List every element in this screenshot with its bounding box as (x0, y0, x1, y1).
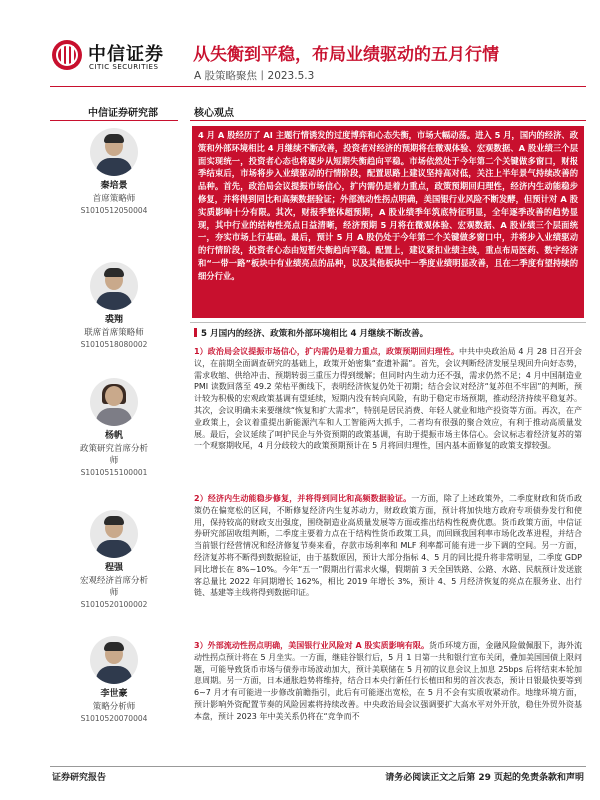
analyst-license-id: S1010518080002 (80, 340, 148, 349)
analyst-card (50, 378, 178, 479)
body-paragraph (194, 346, 582, 488)
analyst-name: 李世豪 (100, 689, 128, 699)
report-header (0, 0, 600, 102)
sidebar-divider (50, 120, 178, 121)
analyst-card (50, 128, 178, 217)
paragraph-lead: 1）政治局会议提振市场信心，扩内需仍是着力重点，政策预期回归理性。 (194, 347, 459, 356)
logo-chinese-name: 中信证券 (88, 44, 164, 65)
analyst-license-id: S1010520070004 (80, 714, 148, 723)
analyst-role: 联席首席策略师 (84, 328, 144, 338)
analyst-license-id: S1010515100001 (80, 468, 148, 477)
analyst-photo (90, 636, 138, 684)
analyst-card (50, 510, 178, 611)
analyst-photo (90, 378, 138, 426)
analyst-name: 杨帆 (104, 431, 123, 441)
paragraph-body: 货币环境方面，金融风险做佩服下，海外流动性拐点预计将在 5 月坐实。一方面，继硅谷银行后，5 月 1 日第一共和银行宣布关闭，叠加美国国债上限问题，可能导致货币市场与债券市场波动加大，预计美联储在 5 月初的议息会议上加息 25bps 后将结束本轮加息周期。另一方面，日本通胀趋势将维持，结合日本央行新任行长植田和男的首次表态，预计日银最快要等到 6~7 月才有可能进一步修改前瞻指引，此后有可能逐出宽松，在 5 月不会有实质收紧动作。地缘环境方面，预计影响外资配置节奏的风险因素将持续改善。中央政治局会议强调要扩大高水平对外开放，稳住外贸外资基本盘，预计 2023 年中美关系仍将在“竞争而不 (194, 641, 582, 721)
paragraph-lead: 2）经济内生动能稳步修复，并将得到同比和高频数据验证。 (194, 494, 412, 503)
analyst-role: 策略分析师 (92, 702, 136, 712)
footer-disclaimer: 请务必阅读正文之后第 29 页起的免责条款和声明 (385, 773, 584, 783)
footer-divider (50, 766, 586, 767)
analyst-photo (90, 262, 138, 310)
body-paragraph (194, 493, 582, 635)
section-divider (190, 322, 586, 323)
analyst-name: 程强 (104, 563, 123, 573)
analyst-photo (90, 128, 138, 176)
paragraph-body: 一方面，除了上述政策外，二季度财政和货币政策仍在偏宽松的区间，不断修复经济内生复苏动力，财政政策方面，预计将加快地方政府专项债券发行和使用，保持较高的财政支出强度，围绕制造业高质量发展等方面或推出结构性税费优惠。货币政策方面，中信证券研究部固收组判断，二季度主要着力点在于结构性货币政策工具，而回顾我国利率市场化改革进程，并结合当前银行经营情况和经济修复节奏来看，存款市场利率和 MLF 利率都可能有进一步下调的空间。另一方面，经济复苏将不断得到数据验证，由于基数原因，预计大部分指标 4、5 月的同比提升将非常明显，二季度 GDP 同比增长在 8%~10%。今年“五一”假期出行需求火爆，假期前 3 天全国铁路、公路、水路、民航预计发送旅客总量比 2022 年同期增长 162%，相比 2019 年增长 3%，预计 4、5 月经济恢复的亮点在服务业、出行链、基建等主线将得到数据印证。 (194, 494, 582, 598)
report-title: 从失衡到平稳，布局业绩驱动的五月行情 (193, 45, 499, 65)
analyst-role: 宏观经济首席分析师 (79, 576, 148, 598)
header-divider (50, 86, 586, 87)
analyst-card (50, 262, 178, 351)
analyst-photo (90, 510, 138, 558)
core-view-heading: 核心观点 (194, 108, 234, 119)
body-paragraph (194, 640, 582, 782)
sidebar-heading: 中信证券研究部 (88, 108, 158, 119)
paragraph-lead: 3）外部流动性拐点明确，美国银行业风险对 A 股实质影响有限。 (194, 641, 429, 650)
section-heading: 5 月国内的经济、政策和外部环境相比 4 月继续不断改善。 (194, 327, 428, 339)
main-divider (190, 120, 586, 121)
paragraph-body: 中共中央政治局 4 月 28 日召开会议，在前期全面调查研究的基础上，政策开始密集“查遗补漏”。首先，会议判断经济发展呈现回升向好态势，需求收缩、供给冲击、预期转弱三重压力得到缓解；但同时内生动力还不强，需求仍然不足；4 月中国制造业 PMI 读数回落至 49.2 荣枯平衡线下，表明经济恢复仍处于初期；结合会议对经济“复苏但不牢固”的判断，预计较为积极的宏观政策基调有望延续，短期内没有转向风险，有助于稳定市场预期，推动经济持续平稳复苏。其次，会议明确未来要继续“恢复和扩大需求”，特别是居民消费、年轻人就业和地产投资等方面。再次，在产业政策上，会议着重提出新能源汽车和人工智能两大抓手，二者均有很强的聚合效应，有利于推动高质量发展。最后，会议延续了呵护民企与外资预期的政策基调，有助于提振市场主体信心。会议标志着经济复苏的第一个观察期收尾，4 月分歧较大的政策预期预计在 5 月将回归理性，国内基本面修复的政策支撑较强。 (194, 347, 582, 451)
citic-logo-icon (52, 40, 82, 70)
logo-english-name: CITIC SECURITIES (89, 63, 159, 71)
analyst-name: 裘翔 (104, 315, 123, 325)
core-view-summary: 4 月 A 股经历了 AI 主题行情诱发的过度博弈和心态失衡，市场大幅动荡。进入 5 月，国内的经济、政策和外部环境相比 4 月继续不断改善，投资者对经济的预期将在微观体验、宏观数据、A 股业绩三个层面实现统一，投资者心态也将逐步从短期失衡趋向平稳。市场依然处于今年第二个关键做多窗口，财报季结束后，市场将步入业绩驱动的行情阶段，配置思路上建议坚持高对低，关注上半年景气持续改善的品种。首先，政治局会议提振市场信心，扩内需仍是着力重点，政策预期回归理性，经济内生动能稳步修复，并将得到同比和高频数据验证；外部流动性拐点明确，美国银行业风险不断发酵，但预计对 A 股实质影响十分有限。其次，财报季整体超预期，A 股业绩季年筑底特征明显，全年逐季改善的趋势显现，其中行业的结构性亮点日益清晰，经济预期 5 月将在微观体验、宏观数据、A 股业绩三个层面统一，夯实市场上行基础。最后，预计 5 月 A 股仍处于今年第二个关键做多窗口中，并将步入业绩驱动的行情阶段，投资者心态由短暂失衡趋向平稳。配置上，建议紧扣业绩主线，重点布局医药、数字经济和“一带一路”板块中有业绩亮点的品种，以及其他板块中一季度业绩明显改善，且在二季度有望持续的细分行业。 (192, 126, 584, 318)
analyst-license-id: S1010520100002 (80, 600, 148, 609)
analyst-role: 首席策略师 (92, 194, 136, 204)
report-subtitle: A 股策略聚焦丨2023.5.3 (194, 70, 315, 82)
analyst-card (50, 636, 178, 725)
analyst-name: 秦培景 (100, 181, 128, 191)
analyst-license-id: S1010512050004 (80, 206, 148, 215)
footer-report-type: 证券研究报告 (52, 773, 107, 783)
analyst-role: 政策研究首席分析师 (79, 444, 148, 466)
